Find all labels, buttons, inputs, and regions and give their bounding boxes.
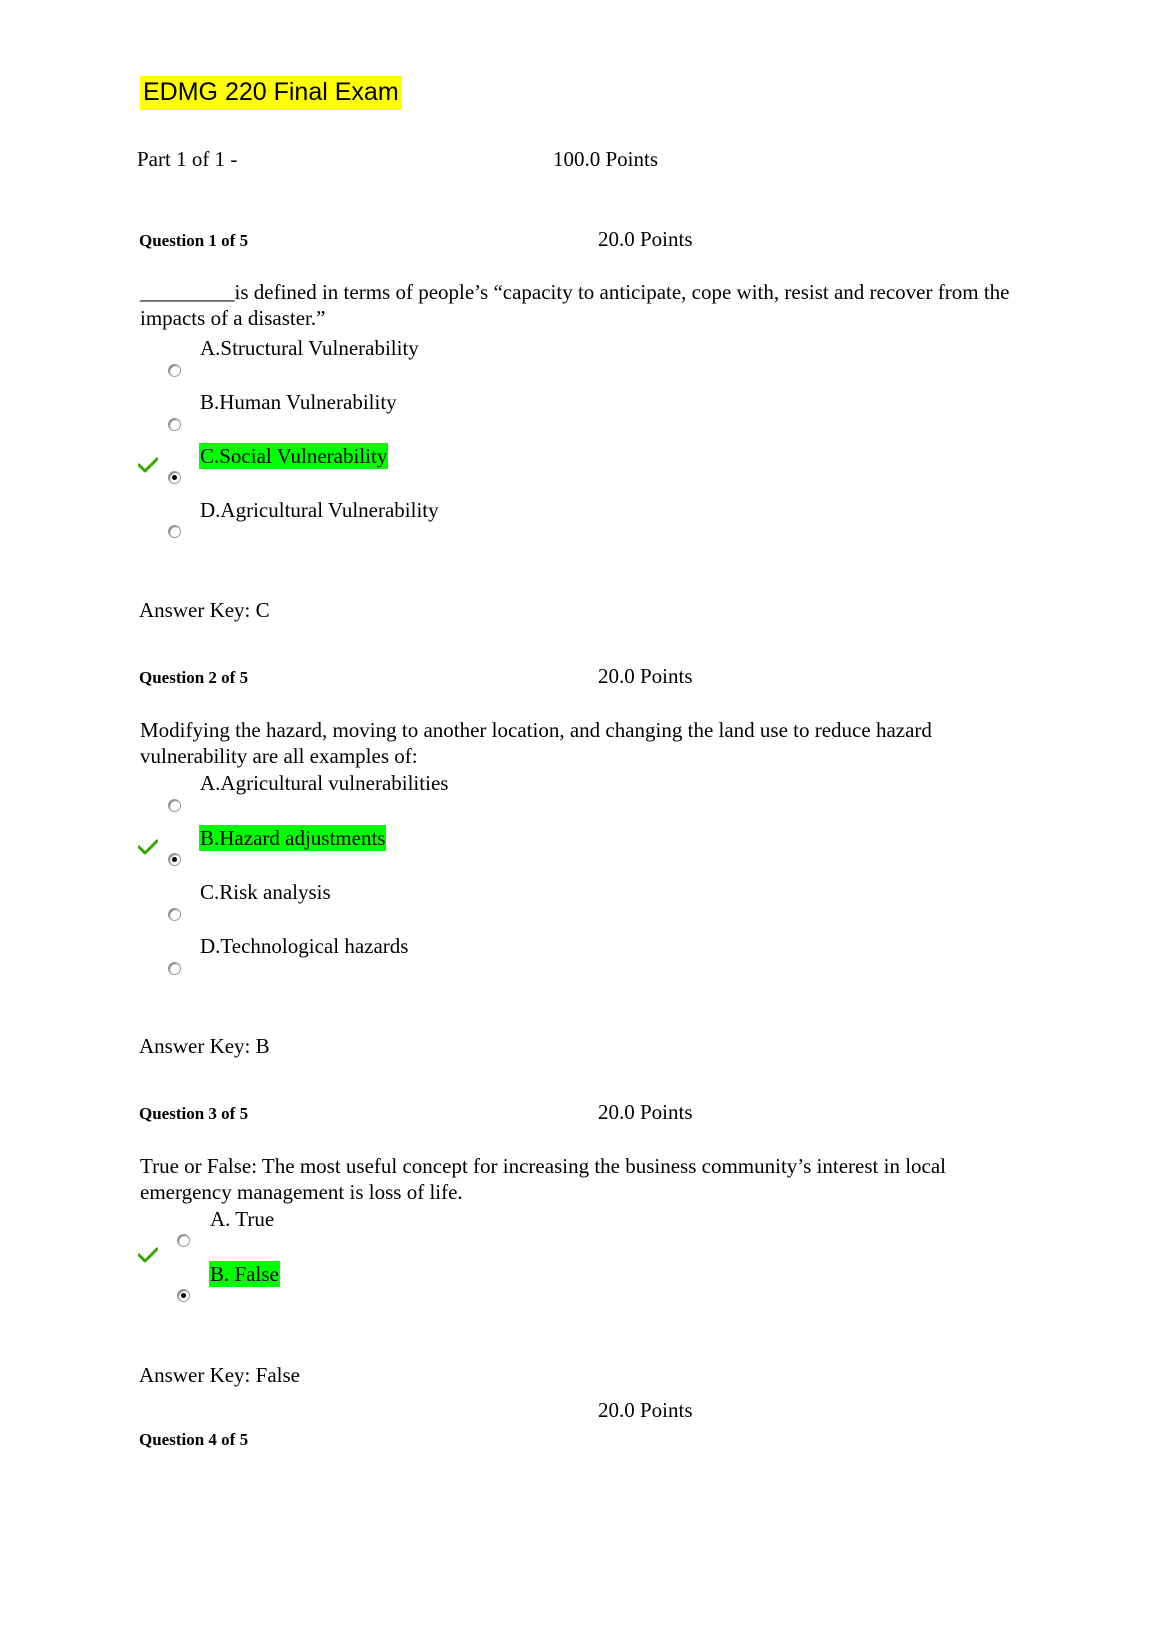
question-stem: _________is defined in terms of people’s “capacity to anticipate, cope with, resist and recover from the impacts of a disaster.” <box>140 280 1010 330</box>
answer-key: Answer Key: False <box>139 1363 300 1387</box>
option-radio-selected[interactable] <box>168 853 181 866</box>
question-heading: Question 4 of 5 <box>139 1430 249 1449</box>
question-points: 20.0 Points <box>598 664 693 688</box>
question-points: 20.0 Points <box>598 227 693 251</box>
option-label-correct: B.Hazard adjustments <box>200 826 386 850</box>
question-stem: Modifying the hazard, moving to another location, and changing the land use to reduce hazard vulnerability are all examples of: <box>140 718 932 768</box>
option-radio[interactable] <box>168 908 181 921</box>
correct-checkmark-icon <box>138 839 158 855</box>
question-heading: Question 3 of 5 <box>139 1104 249 1123</box>
option-radio[interactable] <box>168 525 181 538</box>
option-radio[interactable] <box>168 364 181 377</box>
option-label: D.Agricultural Vulnerability <box>200 498 439 522</box>
part-points: 100.0 Points <box>553 147 659 171</box>
answer-key: Answer Key: C <box>139 598 270 622</box>
option-radio-selected[interactable] <box>177 1289 190 1302</box>
option-radio-selected[interactable] <box>168 471 181 484</box>
option-label-correct: B. False <box>210 1262 279 1286</box>
option-radio[interactable] <box>168 962 181 975</box>
answer-key: Answer Key: B <box>139 1034 270 1058</box>
option-radio[interactable] <box>177 1234 190 1247</box>
option-label: D.Technological hazards <box>200 934 409 958</box>
exam-title: EDMG 220 Final Exam <box>140 76 402 110</box>
question-points: 20.0 Points <box>598 1398 693 1422</box>
correct-checkmark-icon <box>138 457 158 473</box>
option-label: C.Risk analysis <box>200 880 331 904</box>
option-label: A.Agricultural vulnerabilities <box>200 771 449 795</box>
option-radio[interactable] <box>168 799 181 812</box>
part-label: Part 1 of 1 - <box>137 147 238 171</box>
option-radio[interactable] <box>168 418 181 431</box>
correct-checkmark-icon <box>138 1247 158 1263</box>
question-heading: Question 1 of 5 <box>139 231 249 250</box>
option-label: B.Human Vulnerability <box>200 390 397 414</box>
question-heading: Question 2 of 5 <box>139 668 249 687</box>
question-points: 20.0 Points <box>598 1100 693 1124</box>
option-label-correct: C.Social Vulnerability <box>200 444 388 468</box>
option-label: A. True <box>210 1207 275 1231</box>
question-stem: True or False: The most useful concept for increasing the business community’s interest in local emergency management is loss of life. <box>140 1154 947 1204</box>
option-label: A.Structural Vulnerability <box>200 336 419 360</box>
